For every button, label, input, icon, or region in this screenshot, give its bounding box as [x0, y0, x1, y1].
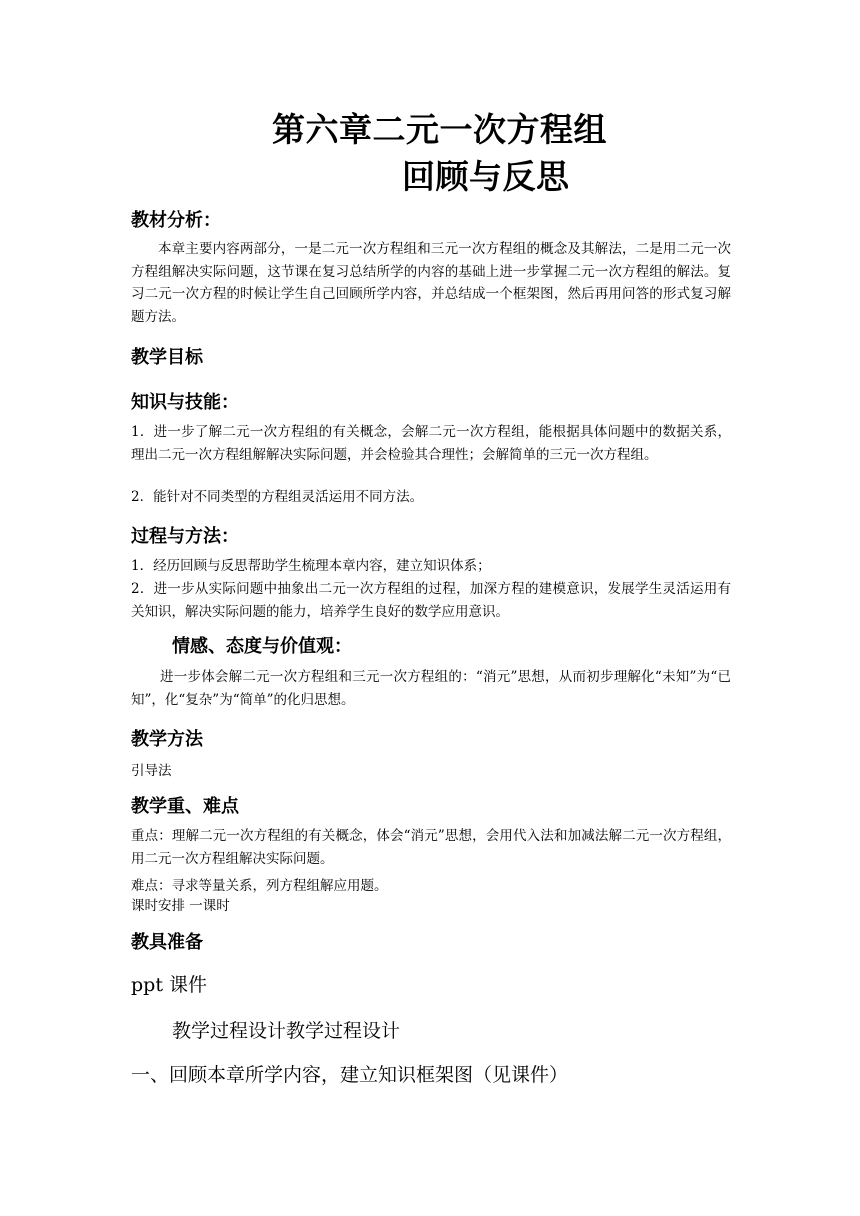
heading-method: 教学方法: [131, 729, 203, 750]
heading-design: 教学过程设计教学过程设计: [172, 1020, 401, 1042]
process-item-1: 1．经历回顾与反思帮助学生梳理本章内容，建立知识体系；: [131, 558, 491, 574]
design-step-1: 一、回顾本章所学内容，建立知识框架图（见课件）: [131, 1064, 569, 1086]
keypoints-schedule: 课时安排 一课时: [131, 898, 230, 914]
title-line-1: 第六章二元一次方程组: [272, 110, 607, 149]
heading-process: 过程与方法：: [131, 526, 239, 547]
process-item-2: 2．进一步从实际问题中抽象出二元一次方程组的过程，加深方程的建模意识，发展学生灵活运用有关知识，解决实际问题的能力，培养学生良好的数学应用意识。: [131, 581, 731, 620]
heading-tools: 教具准备: [131, 932, 203, 953]
method-body: 引导法: [131, 763, 172, 779]
keypoints-difficult: 难点：寻求等量关系，列方程组解应用题。: [131, 878, 388, 894]
keypoints-key: 重点：理解二元一次方程组的有关概念，体会“消元”思想，会用代入法和加减法解二元一次方程组，用二元一次方程组解决实际问题。: [131, 828, 731, 867]
analysis-body: 本章主要内容两部分，一是二元一次方程组和三元一次方程组的概念及其解法，二是用二元一次方程组解决实际问题，这节课在复习总结所学的内容的基础上进一步掌握二元一次方程组的解法。复习二元一次方程的时候让学生自己回顾所学内容，并总结成一个框架图，然后再用问答的形式复习解题方法。: [131, 241, 731, 325]
heading-goals: 教学目标: [131, 347, 203, 368]
heading-analysis: 教材分析：: [131, 210, 221, 231]
heading-emotion: 情感、态度与价值观：: [172, 636, 352, 657]
knowledge-item-2: 2．能针对不同类型的方程组灵活运用不同方法。: [131, 489, 424, 505]
knowledge-item-1: 1．进一步了解二元一次方程组的有关概念，会解二元一次方程组，能根据具体问题中的数据关系，理出二元一次方程组解解决实际问题，并会检验其合理性；会解简单的三元一次方程组。: [131, 424, 731, 463]
tools-body: ppt 课件: [131, 974, 208, 996]
title-line-2: 回顾与反思: [402, 157, 570, 196]
emotion-body: 进一步体会解二元一次方程组和三元一次方程组的：“消元”思想，从而初步理解化“未知”为“已知”，化“复杂”为“简单”的化归思想。: [131, 669, 731, 708]
heading-knowledge: 知识与技能：: [131, 392, 239, 413]
heading-keypoints: 教学重、难点: [131, 796, 239, 817]
